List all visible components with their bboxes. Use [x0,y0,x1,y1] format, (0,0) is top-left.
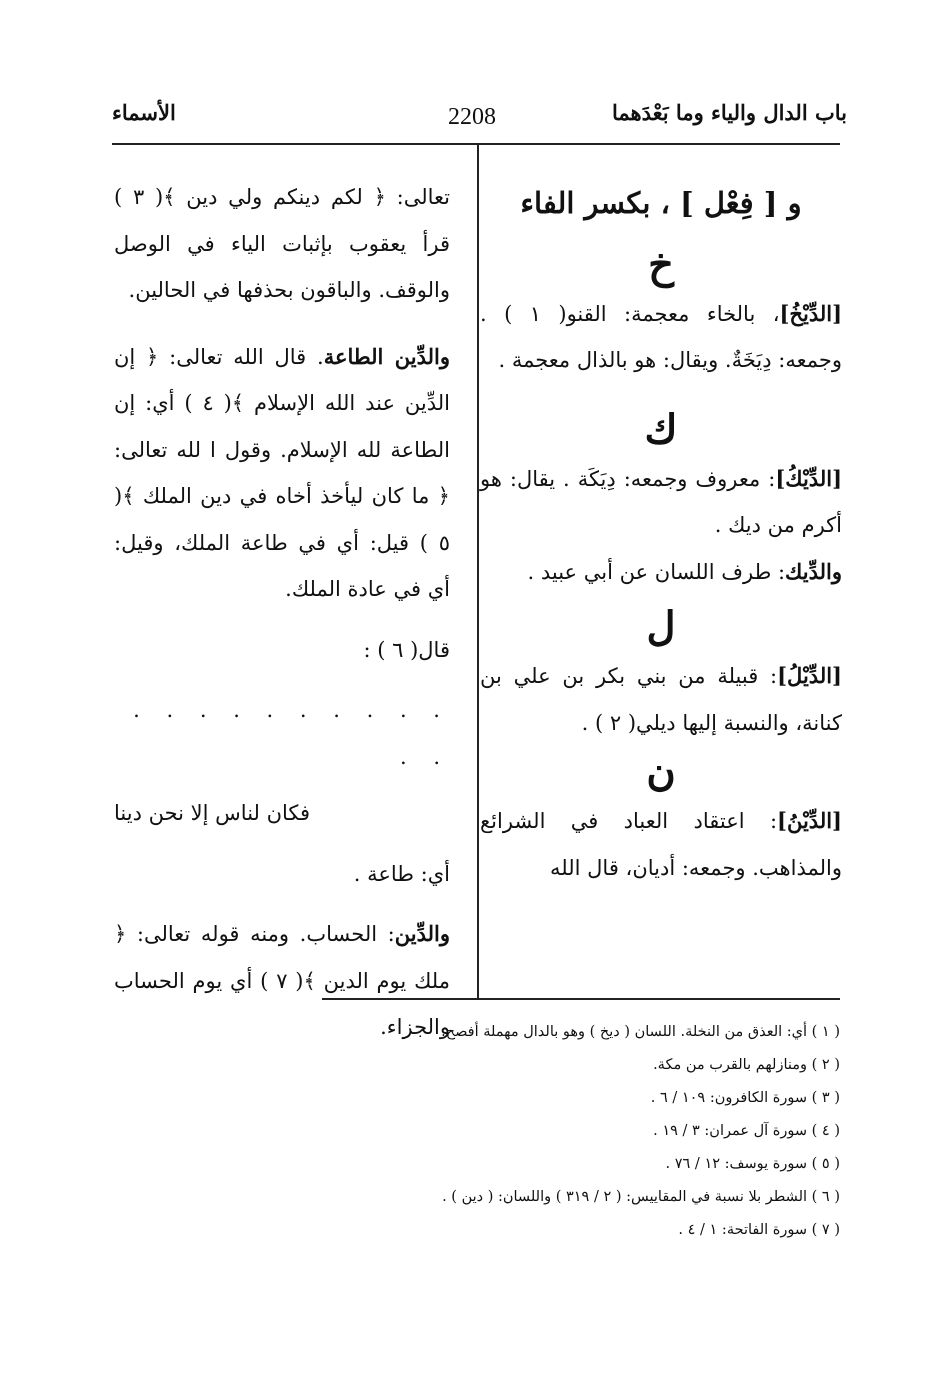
footnote-3: ( ٣ ) سورة الكافرون: ١٠٩ / ٦ . [650,1090,840,1106]
letter-heading-lam: ل [646,603,676,650]
paragraph-term: والدِّين الطاعة [323,343,451,369]
verse-gloss: أي: طاعة . [353,861,450,886]
footnote-7: ( ٧ ) سورة الفاتحة: ١ / ٤ . [678,1222,840,1238]
entry-text: : قبيلة من بني بكر بن علي بن كنانة، والنسبة إليها ديلي( ٢ ) . [480,664,842,735]
letter-heading-kha: خ [648,240,674,288]
left-column [114,174,450,1051]
paragraph-text: . قال الله تعالى: ﴿ إن الدِّين عند الله الإسلام ﴾( ٤ ) أي: إن الطاعة لله الإسلام. وقول ا لله تعالى: ﴿ ما كان ليأخذ أخاه في دين الملك ﴾( ٥ ) قيل: أي في طاعة الملك، وقيل: أي في عادة الملك. [114,344,451,601]
entry-dikh [480,291,842,384]
right-column [480,180,842,891]
poem-verse: فكان لناس إلا نحن دينا [114,801,311,825]
paragraph-din-obedience [114,334,450,613]
running-head-section: الأسماء [112,100,176,125]
entry-text: : معروف وجمعه: دِيَكَة . يقال: هو أكرم من ديك . [480,466,842,537]
paragraph-text: تعالى: ﴿ لكم دينكم ولي دين ﴾( ٣ ) قرأ يعقوب بإثبات الياء في الوصل والوقف. والباقون بحذفها في الحالين. [114,185,450,302]
paragraph-term: والدِّين [394,921,450,946]
paragraph-quran-109 [114,174,450,314]
letter-heading-nun: ن [646,748,676,795]
footnote-5: ( ٥ ) سورة يوسف: ١٢ / ٧٦ . [665,1156,840,1172]
entry-din [480,798,842,891]
entry-term: [الدِّيْلُ] [777,663,842,688]
entry-term: [الدِّيْنُ] [777,808,842,833]
entry-text: ، بالخاء معجمة: القنو( ١ ) . وجمعه: دِيَخَةٌ. ويقال: هو بالذال معجمة . [480,301,842,372]
poem-ellipsis: . . . . . . . . . . . . [133,698,450,769]
entry-dik-tongue [480,549,842,596]
page-number: 2208 [448,104,496,130]
entry-term: [الدِّيْكُ] [775,465,842,491]
letter-heading-kaf: ك [644,405,678,453]
paragraph-text: : الحساب. ومنه قوله تعالى: ﴿ ملك يوم الدين ﴾( ٧ ) أي يوم الحساب والجزاء. [114,922,450,1039]
entry-dik [480,456,842,549]
footnotes [100,1016,840,1247]
column-divider [477,145,479,998]
footnote-6: ( ٦ ) الشطر بلا نسبة في المقاييس: ( ٢ / ٣١٩ ) واللسان: ( دين ) . [442,1189,840,1205]
footnote-1: ( ١ ) أي: العذق من النخلة. اللسان ( ديخ ) وهو بالدال مهملة أفصح. [441,1024,840,1040]
header-rule [112,143,840,145]
entry-term: [الدِّيْخُ] [779,300,843,326]
entry-text: : طرف اللسان عن أبي عبيد . [527,559,786,584]
footnote-2: ( ٢ ) ومنازلهم بالقرب من مكة. [653,1057,840,1073]
entry-term: والدِّيك [785,558,842,584]
footnote-4: ( ٤ ) سورة آل عمران: ٣ / ١٩ . [653,1123,840,1139]
spacer [114,314,450,334]
poem-intro: قال( ٦ ) : [363,637,450,662]
running-head-chapter: باب الدال والياء وما بَعْدَهما [612,100,847,125]
section-heading: و [ فِعْل ] ، بكسر الفاء [520,186,802,220]
entry-text: : اعتقاد العباد في الشرائع والمذاهب. وجمعه: أديان، قال الله [480,809,842,880]
entry-dil [480,653,842,746]
